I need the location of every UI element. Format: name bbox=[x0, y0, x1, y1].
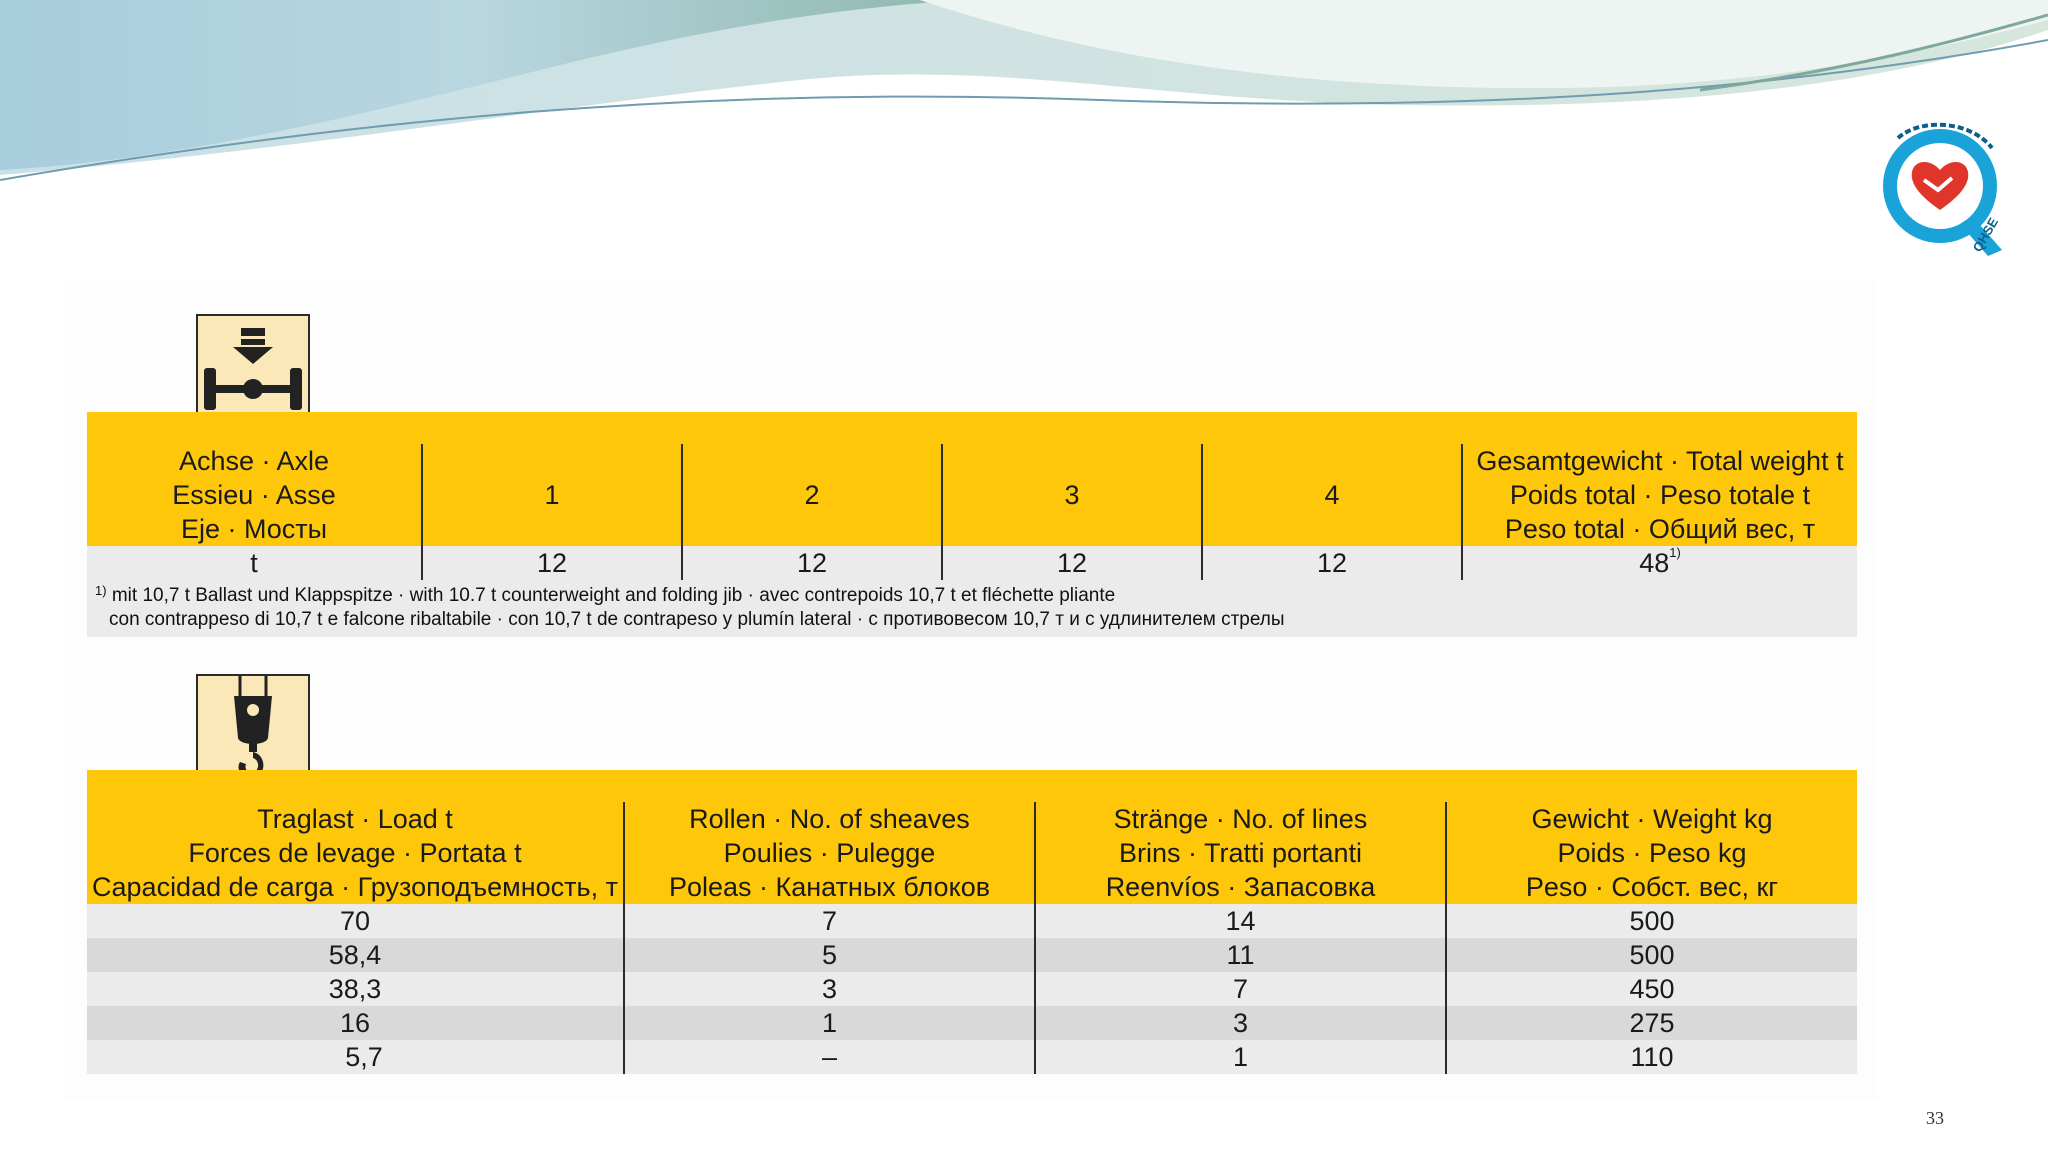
total-weight-value: 48$^{1)}$ bbox=[1462, 546, 1857, 580]
axle-3-header: 3 bbox=[942, 444, 1202, 546]
load-cell: 58,4 bbox=[87, 938, 624, 972]
load-cell: 70 bbox=[87, 904, 624, 938]
table-row bbox=[87, 546, 1857, 580]
table-header-band bbox=[87, 770, 1857, 802]
axle-1-value: 12 bbox=[422, 546, 682, 580]
lines-cell: 14 bbox=[1035, 904, 1446, 938]
sheaves-cell: 3 bbox=[624, 972, 1035, 1006]
table-row bbox=[87, 1040, 1857, 1074]
lines-header: Stränge · No. of lines Brins · Tratti portanti Reenvíos · Запасовка bbox=[1035, 802, 1446, 904]
sheaves-cell: 5 bbox=[624, 938, 1035, 972]
table-header-band bbox=[87, 412, 1857, 444]
footnote-marker: 1) bbox=[95, 583, 107, 598]
lines-cell: 7 bbox=[1035, 972, 1446, 1006]
sheaves-cell: 7 bbox=[624, 904, 1035, 938]
sheaves-header: Rollen · No. of sheaves Poulies · Pulegge Poleas · Канатных блоков bbox=[624, 802, 1035, 904]
axle-4-value: 12 bbox=[1202, 546, 1462, 580]
axle-3-value: 12 bbox=[942, 546, 1202, 580]
axle-2-value: 12 bbox=[682, 546, 942, 580]
axle-load-icon bbox=[196, 314, 310, 428]
lines-cell: 11 bbox=[1035, 938, 1446, 972]
lines-cell: 3 bbox=[1035, 1006, 1446, 1040]
table-row bbox=[87, 938, 1857, 972]
unit-cell: t bbox=[87, 546, 422, 580]
load-header: Traglast · Load t Forces de levage · Portata t Capacidad de carga · Грузоподъемность, т bbox=[87, 802, 624, 904]
table-header-row bbox=[87, 444, 1857, 546]
weight-cell: 110 bbox=[1446, 1040, 1857, 1074]
total-weight-header: Gesamtgewicht · Total weight t Poids total · Peso totale t Peso total · Общий вес, т bbox=[1462, 444, 1857, 546]
load-cell: 5,7 bbox=[87, 1040, 624, 1074]
axle-4-header: 4 bbox=[1202, 444, 1462, 546]
logo-text: QHSE bbox=[1969, 215, 2002, 255]
hook-block-table bbox=[87, 770, 1857, 1074]
load-cell: 38,3 bbox=[87, 972, 624, 1006]
qhse-logo bbox=[1820, 98, 2048, 268]
footnote-ref: 1) bbox=[1669, 545, 1681, 560]
table-row bbox=[87, 904, 1857, 938]
table-row bbox=[87, 972, 1857, 1006]
weight-cell: 500 bbox=[1446, 938, 1857, 972]
axle-2-header: 2 bbox=[682, 444, 942, 546]
weight-header: Gewicht · Weight kg Poids · Peso kg Peso · Собст. вес, кг bbox=[1446, 802, 1857, 904]
sheaves-cell: 1 bbox=[624, 1006, 1035, 1040]
load-cell: 16 bbox=[87, 1006, 624, 1040]
table-header-row bbox=[87, 802, 1857, 904]
weight-cell: 450 bbox=[1446, 972, 1857, 1006]
axle-1-header: 1 bbox=[422, 444, 682, 546]
weight-cell: 500 bbox=[1446, 904, 1857, 938]
axle-weight-table bbox=[87, 412, 1857, 637]
footnote: $^{1)}$ mit 10,7 t Ballast und Klappspitze · with 10.7 t counterweight and folding jib · avec contrepoids 10,7 t et fléchette pliante con contrappeso di 10,7 t e falcone ribaltabile · con 10,7 t de contrapeso y plumín lateral · с противовесом 10,7 т и с удлинителем стрелы bbox=[87, 580, 1857, 637]
weight-cell: 275 bbox=[1446, 1006, 1857, 1040]
lines-cell: 1 bbox=[1035, 1040, 1446, 1074]
table-row bbox=[87, 1006, 1857, 1040]
page-number: 33 bbox=[1926, 1108, 1944, 1128]
header-wave-decoration bbox=[0, 0, 2048, 200]
axle-header-cell: Achse · Axle Essieu · Asse Eje · Мосты bbox=[87, 444, 422, 546]
sheaves-cell: – bbox=[624, 1040, 1035, 1074]
